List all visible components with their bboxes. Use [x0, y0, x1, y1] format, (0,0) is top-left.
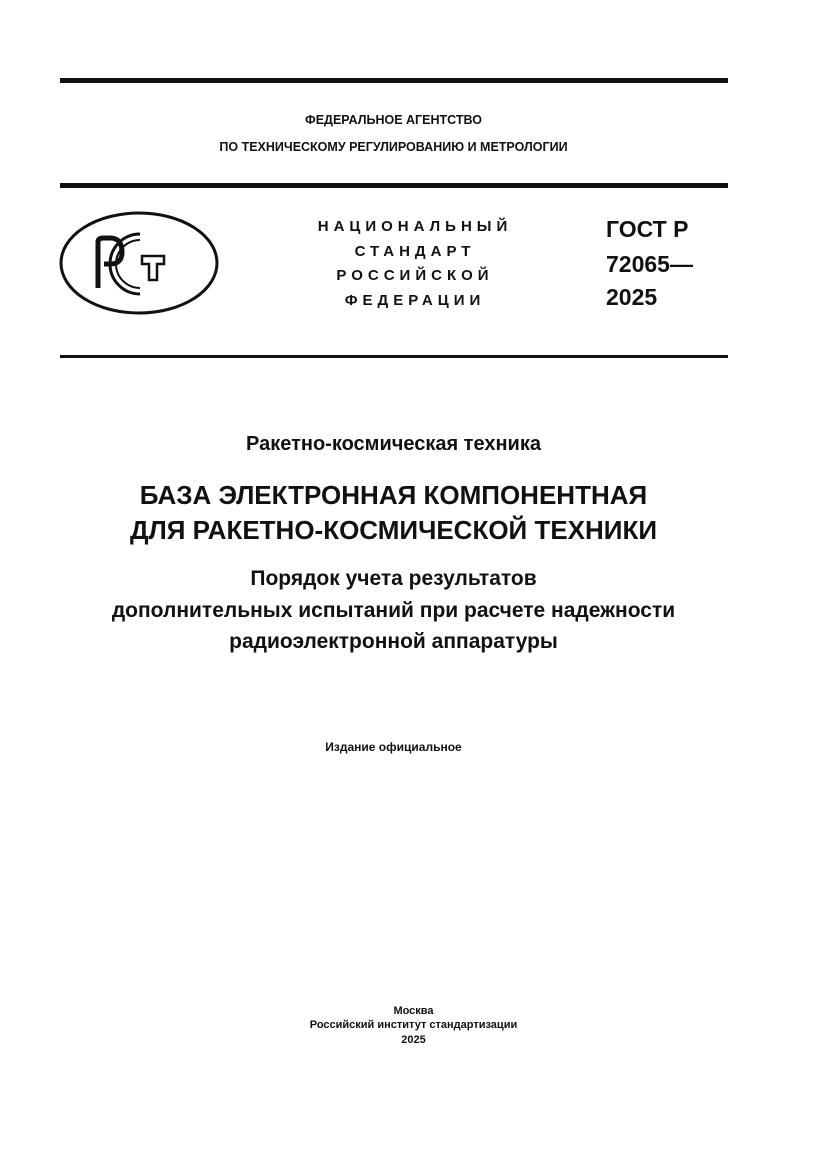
subtitle-line2: дополнительных испытаний при расчете надежности	[111, 599, 676, 622]
field-heading: Ракетно-космическая техника	[246, 433, 541, 455]
standard-type-line1: НАЦИОНАЛЬНЫЙ	[317, 218, 513, 235]
designation-line2: 72065—	[606, 251, 693, 277]
imprint-city: Москва	[393, 1005, 434, 1017]
standard-type-line3: РОССИЙСКОЙ	[336, 267, 494, 284]
title-line2: ДЛЯ РАКЕТНО-КОСМИЧЕСКОЙ ТЕХНИКИ	[129, 515, 658, 545]
header-rule	[60, 183, 728, 188]
gost-logo-icon	[58, 210, 220, 316]
imprint-publisher: Российский институт стандартизации	[309, 1019, 518, 1031]
imprint-year: 2025	[401, 1034, 426, 1046]
standard-type-line2: СТАНДАРТ	[354, 243, 476, 260]
title-line1: БАЗА ЭЛЕКТРОННАЯ КОМПОНЕНТНАЯ	[139, 480, 648, 510]
block-rule	[60, 355, 728, 358]
edition-label: Издание официальное	[325, 740, 462, 754]
standard-type-line4: ФЕДЕРАЦИИ	[344, 292, 486, 309]
designation-line1: ГОСТ Р	[606, 216, 689, 242]
subtitle-line1: Порядок учета результатов	[250, 567, 537, 590]
subtitle-line3: радиоэлектронной аппаратуры	[229, 630, 558, 653]
designation-line3: 2025	[606, 284, 658, 310]
agency-line2: ПО ТЕХНИЧЕСКОМУ РЕГУЛИРОВАНИЮ И МЕТРОЛОГИИ	[219, 140, 568, 154]
agency-line1: ФЕДЕРАЛЬНОЕ АГЕНТСТВО	[305, 113, 482, 127]
top-rule	[60, 78, 728, 83]
